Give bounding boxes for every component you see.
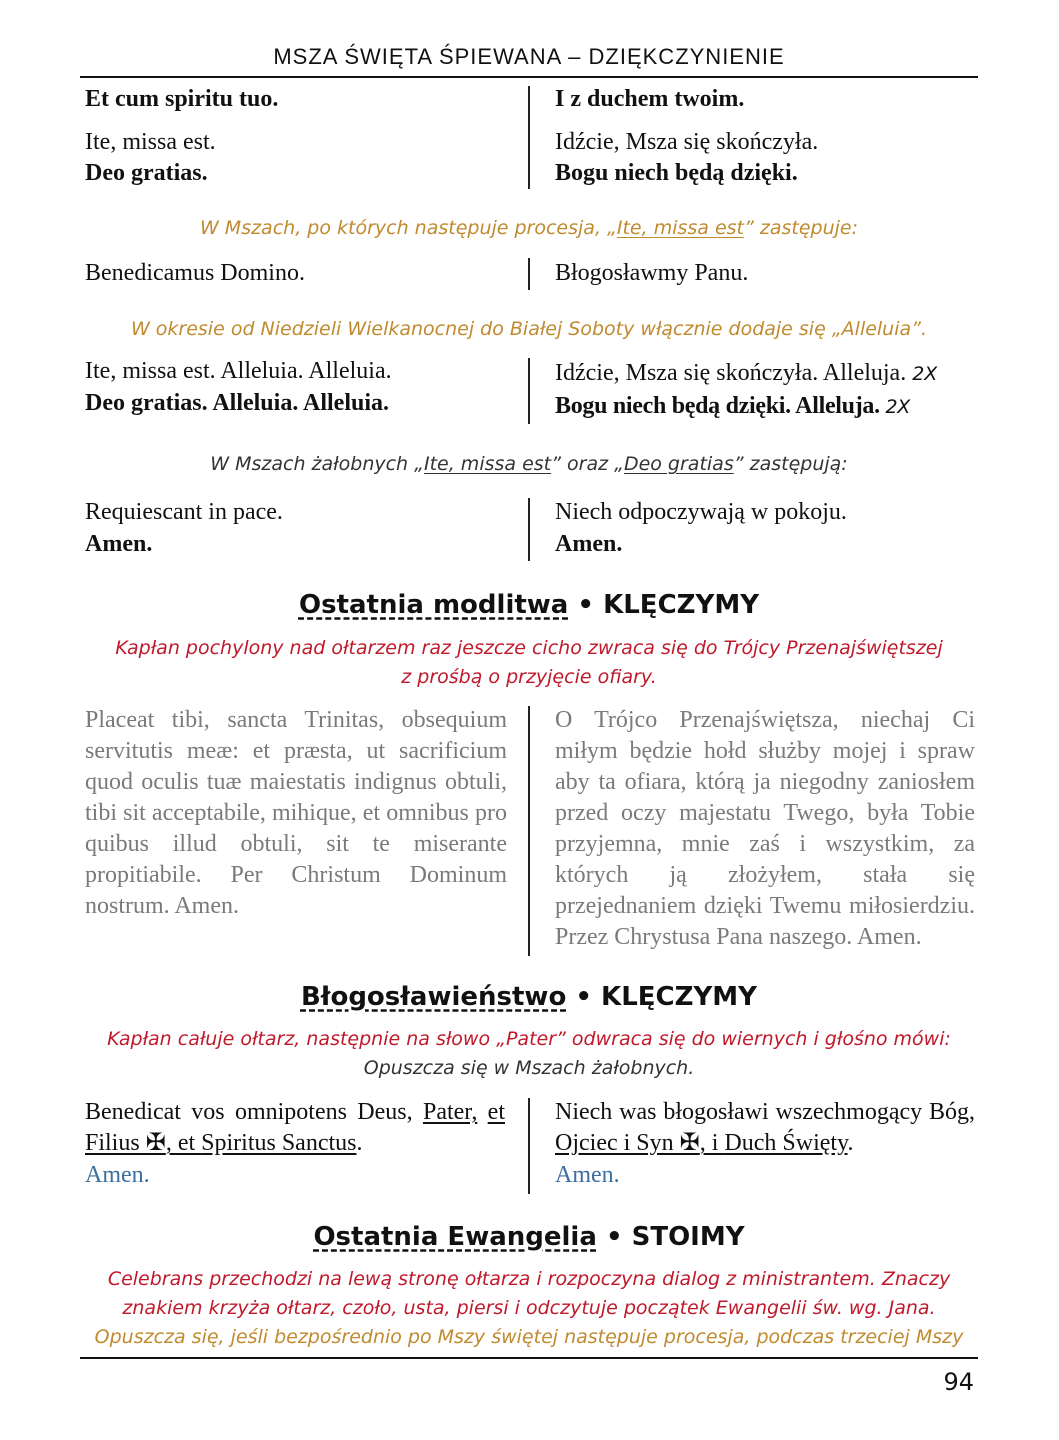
latin-response: Et cum spiritu tuo. (85, 86, 279, 112)
polish-blessing-amen: Amen. (555, 1162, 620, 1188)
rubric-note: W Mszach żałobnych „Ite, missa est” oraz „Deo gratias” zastępują: (210, 453, 848, 475)
latin-benedicamus: Benedicamus Domino. (85, 260, 305, 286)
polish-blessing: Niech was błogosławi wszechmogący Bóg, Ojciec i Syn ✠, i Duch Święty. (555, 1099, 975, 1156)
rubric-note: W okresie od Niedzieli Wielkanocnej do Białej Soboty włącznie dodaje się „Alleluia”. (130, 318, 928, 340)
column-divider (528, 86, 530, 189)
column-divider (528, 1098, 530, 1194)
section-heading: Błogosławieństwo • KLĘCZYMY (300, 982, 757, 1012)
latin-blessing: Benedicat vos omnipotens Deus, Pater, et Filius ✠, et Spiritus Sanctus. (85, 1099, 505, 1156)
rubric-instruction: znakiem krzyża ołtarz, czoło, usta, piersi i odczytuje początek Ewangelii św. wg. Jana. (122, 1297, 936, 1319)
polish-response: I z duchem twoim. (555, 86, 745, 112)
section-heading: Ostatnia Ewangelia • STOIMY (313, 1222, 745, 1252)
rubric-instruction: Kapłan całuje ołtarz, następnie na słowo „Pater” odwraca się do wiernych i głośno mówi: (107, 1028, 951, 1050)
section-heading: Ostatnia modlitwa • KLĘCZYMY (298, 590, 760, 620)
polish-response-alleluia: Bogu niech będą dzięki. Alleluja. 2X (555, 393, 911, 419)
polish-benedicamus: Błogosławmy Panu. (555, 260, 749, 286)
rubric-note: Opuszcza się, jeśli bezpośrednio po Mszy świętej następuje procesja, podczas trzeciej Mszy (94, 1326, 964, 1348)
polish-requiem: Niech odpoczywają w pokoju. (555, 499, 847, 525)
column-divider (528, 498, 530, 561)
column-divider (528, 258, 530, 290)
latin-prayer-placeat: Placeat tibi, sancta Trinitas, obsequium servitutis meæ: et præsta, ut sacrificium quod oculis tuæ maiestatis indignus obtuli, tibi sit acceptabile, mihique, et omnibus pro quibus illud obtuli, sit te miserante propitiabile. Per Christum Dominum nostrum. Amen. (85, 707, 507, 919)
polish-dismissal: Idźcie, Msza się skończyła. (555, 129, 819, 155)
rubric-instruction: z prośbą o przyjęcie ofiary. (401, 666, 657, 688)
latin-dismissal: Ite, missa est. (85, 129, 216, 155)
footer-rule (80, 1357, 978, 1359)
polish-prayer-placeat: O Trójco Przenajświętsza, niechaj Ci miłym będzie hołd służby mojej i spraw aby ta ofiara, którą ja niegodny zaniosłem przed oczy majestatu Twego, była Tobie przyjemna, mnie zaś i wszystkim, za których ją złożyłem, stała się przejednaniem dzięki Twemu miłosierdziu. Przez Chrystusa Pana naszego. Amen. (555, 707, 975, 950)
column-divider (528, 706, 530, 956)
latin-requiem-response: Amen. (85, 531, 153, 557)
running-header: MSZA ŚWIĘTA ŚPIEWANA – DZIĘKCZYNIENIE (273, 44, 785, 69)
latin-dismissal-alleluia: Ite, missa est. Alleluia. Alleluia. (85, 358, 392, 384)
latin-requiem: Requiescant in pace. (85, 499, 283, 525)
latin-blessing-amen: Amen. (85, 1162, 150, 1188)
latin-response-alleluia: Deo gratias. Alleluia. Alleluia. (85, 390, 389, 416)
polish-requiem-response: Amen. (555, 531, 623, 557)
header-rule (80, 76, 978, 78)
column-divider (528, 358, 530, 424)
rubric-note: Opuszcza się w Mszach żałobnych. (363, 1057, 695, 1079)
rubric-instruction: Kapłan pochylony nad ołtarzem raz jeszcze cicho zwraca się do Trójcy Przenajświętszej (115, 637, 943, 659)
rubric-note: W Mszach, po których następuje procesja, „Ite, missa est” zastępuje: (199, 217, 859, 239)
polish-dismissal-alleluia: Idźcie, Msza się skończyła. Alleluja. 2X (555, 360, 938, 386)
page-number: 94 (943, 1368, 974, 1396)
polish-dismissal-response: Bogu niech będą dzięki. (555, 160, 798, 186)
rubric-instruction: Celebrans przechodzi na lewą stronę ołtarza i rozpoczyna dialog z ministrantem. Znaczy (107, 1268, 951, 1290)
latin-dismissal-response: Deo gratias. (85, 160, 208, 186)
